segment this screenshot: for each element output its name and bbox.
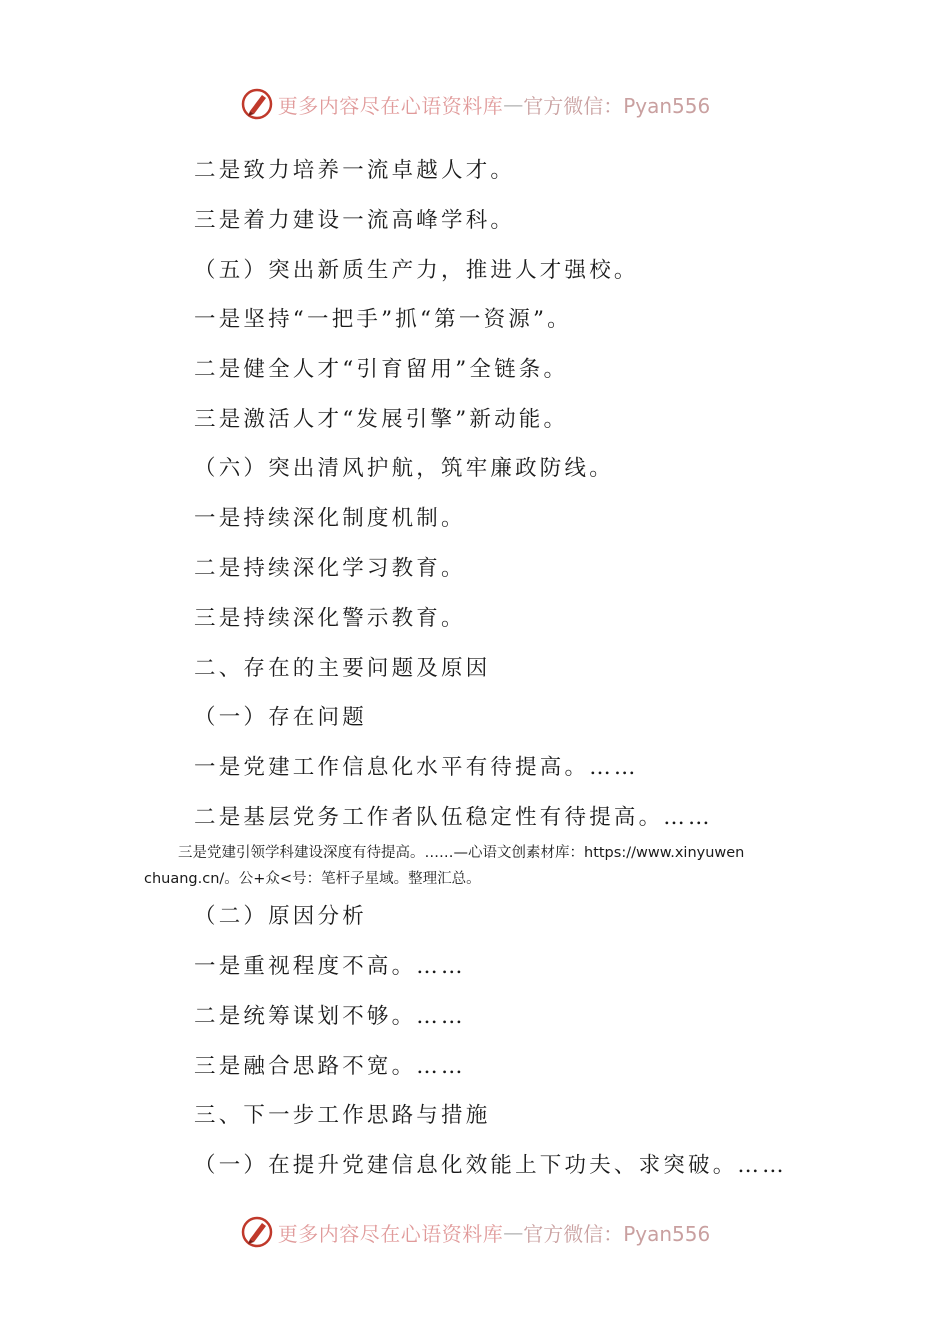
banner-separator: — — [503, 92, 524, 116]
pen-logo-icon — [240, 87, 274, 121]
body-line: 三是激活人才“发展引擎”新动能。 — [194, 407, 569, 432]
footer-banner — [0, 1212, 950, 1252]
section-heading: （一）存在问题 — [194, 705, 367, 730]
source-note-line-2: chuang.cn/。公+众<号：笔杆子星域。整理汇总。 — [144, 871, 481, 887]
body-line: 二是基层党务工作者队伍稳定性有待提高。…… — [194, 805, 713, 830]
banner-text: 更多内容尽在心语资料库 — [277, 1221, 504, 1246]
body-line: 二是致力培养一流卓越人才。 — [194, 158, 516, 183]
body-line: 一是党建工作信息化水平有待提高。…… — [194, 755, 639, 780]
section-heading: （六）突出清风护航，筑牢廉政防线。 — [194, 456, 614, 481]
body-line: 一是坚持“一把手”抓“第一资源”。 — [194, 307, 572, 332]
banner-separator: — — [503, 1220, 524, 1244]
body-line: 三是融合思路不宽。…… — [194, 1054, 466, 1079]
section-heading: （二）原因分析 — [194, 904, 367, 929]
body-line: 二是统筹谋划不够。…… — [194, 1004, 466, 1029]
banner-text: 更多内容尽在心语资料库 — [277, 93, 504, 118]
pen-logo-icon — [240, 1215, 274, 1249]
banner-contact: 官方微信：Pyan556 — [523, 1221, 711, 1246]
body-line: 三是持续深化警示教育。 — [194, 606, 466, 631]
body-line: 一是重视程度不高。…… — [194, 954, 466, 979]
section-heading: （五）突出新质生产力，推进人才强校。 — [194, 258, 639, 283]
source-note-line-1: 三是党建引领学科建设深度有待提高。……—心语文创素材库：https://www.xinyuwen — [178, 845, 745, 861]
body-line: 三是着力建设一流高峰学科。 — [194, 208, 516, 233]
section-heading: （一）在提升党建信息化效能上下功夫、求突破。…… — [194, 1153, 787, 1178]
chapter-heading: 三、下一步工作思路与措施 — [194, 1103, 491, 1128]
body-line: 二是健全人才“引育留用”全链条。 — [194, 357, 569, 382]
banner-contact: 官方微信：Pyan556 — [523, 93, 711, 118]
body-line: 一是持续深化制度机制。 — [194, 506, 466, 531]
chapter-heading: 二、存在的主要问题及原因 — [194, 656, 491, 681]
header-banner — [0, 84, 950, 124]
source-note — [144, 840, 814, 892]
body-line: 二是持续深化学习教育。 — [194, 556, 466, 581]
